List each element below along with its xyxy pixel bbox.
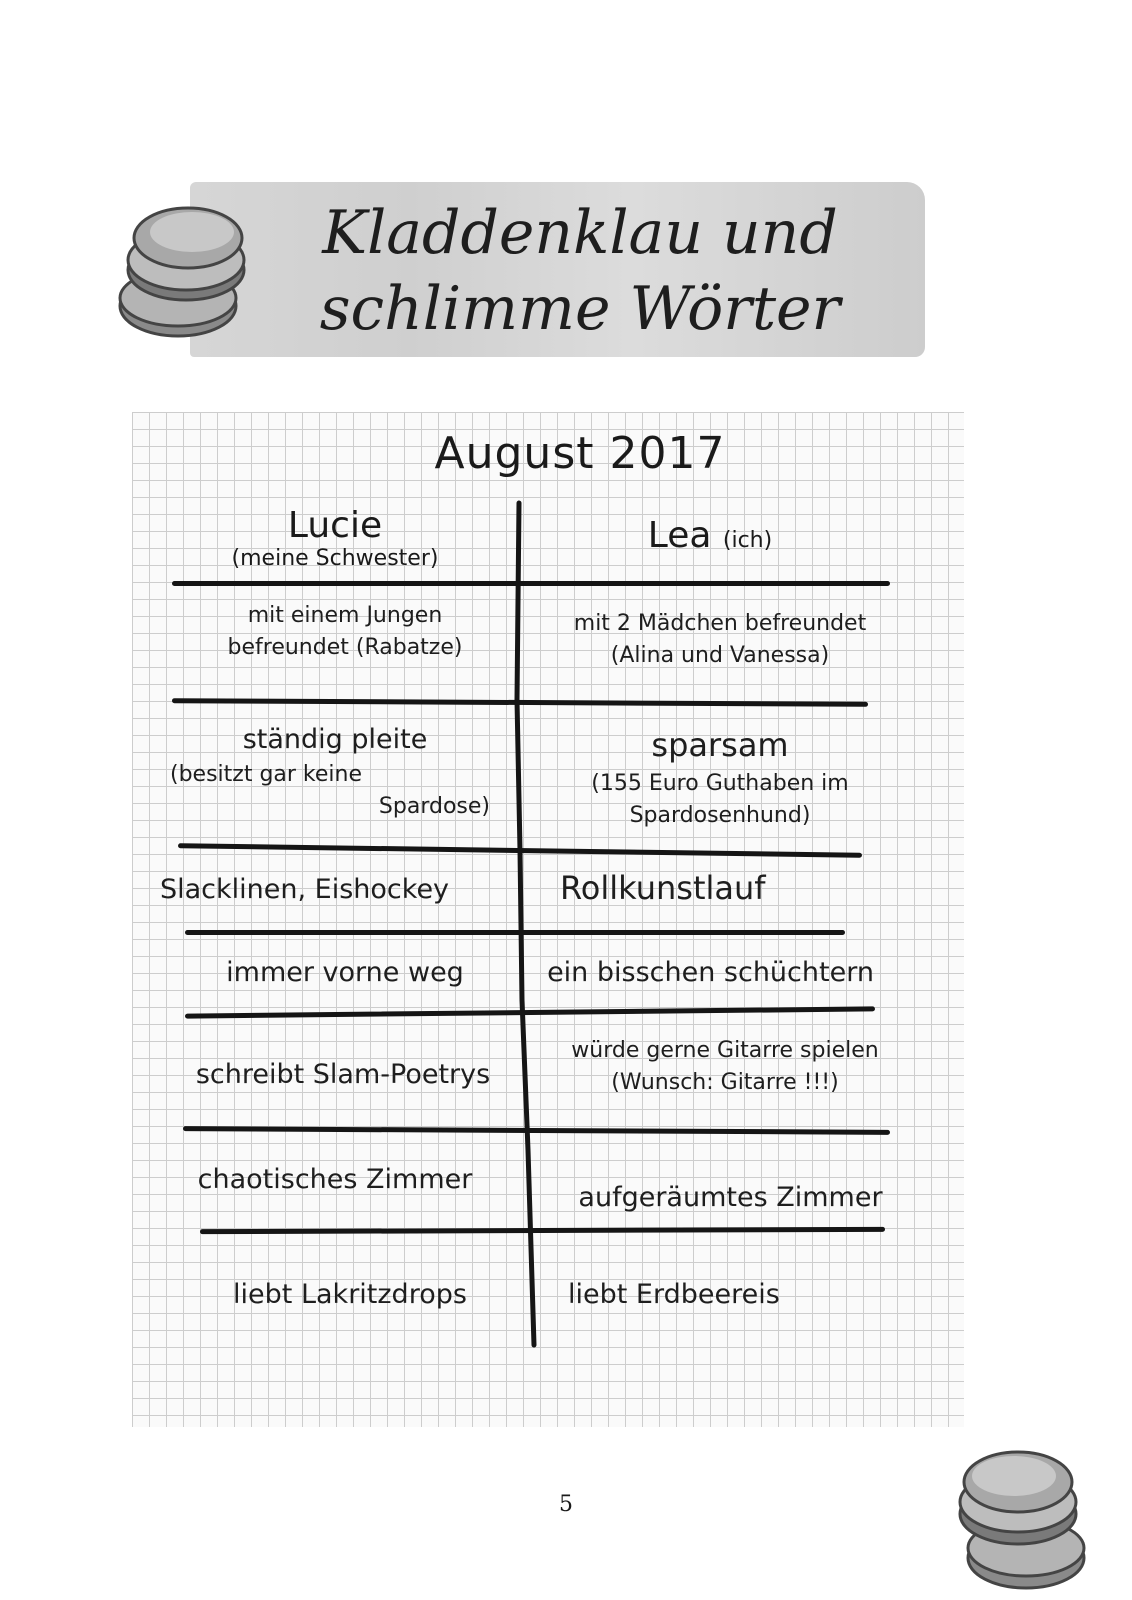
cell-line: Slacklinen, Eishockey bbox=[160, 874, 450, 905]
column-header-right bbox=[560, 515, 860, 556]
cell-line: (Wunsch: Gitarre !!!) bbox=[611, 1069, 839, 1095]
table-cell bbox=[195, 953, 495, 992]
cell-line: liebt Lakritzdrops bbox=[233, 1279, 467, 1310]
cell-line: Spardose) bbox=[378, 794, 490, 820]
table-cell bbox=[545, 722, 895, 832]
cell-line: mit einem Jungen bbox=[247, 603, 443, 628]
table-cell bbox=[178, 1055, 508, 1094]
cell-line: (besitzt gar keine bbox=[170, 762, 363, 788]
cell-line: (Alina und Vanessa) bbox=[610, 642, 830, 668]
cell-line: mit 2 Mädchen befreundet bbox=[573, 611, 867, 636]
cell-line: ein bisschen schüchtern bbox=[547, 957, 874, 988]
table-cell bbox=[535, 1035, 915, 1099]
cell-line: sparsam bbox=[651, 726, 789, 764]
macaron-icon bbox=[948, 1440, 1098, 1595]
table-cell bbox=[165, 720, 505, 823]
cell-line: Spardosenhund) bbox=[629, 803, 811, 829]
table-cell bbox=[180, 600, 510, 664]
table-cell bbox=[548, 1178, 913, 1217]
column-header-left bbox=[185, 505, 485, 571]
column-name: Lea bbox=[647, 515, 712, 556]
table-cell bbox=[568, 1275, 858, 1314]
cell-line: immer vorne weg bbox=[226, 957, 464, 988]
table-cell bbox=[560, 865, 860, 911]
row-divider bbox=[172, 581, 890, 586]
column-note: (meine Schwester) bbox=[231, 546, 439, 571]
column-note: (ich) bbox=[722, 528, 773, 553]
cell-line: (155 Euro Guthaben im bbox=[591, 771, 849, 797]
cell-line: befreundet (Rabatze) bbox=[227, 634, 463, 660]
page-title bbox=[300, 195, 860, 347]
table-cell bbox=[190, 1275, 510, 1314]
notebook-month: August 2017 bbox=[434, 428, 726, 479]
cell-line: Rollkunstlauf bbox=[560, 869, 766, 907]
page-number: 5 bbox=[559, 1492, 573, 1517]
table-cell bbox=[530, 608, 910, 672]
column-name: Lucie bbox=[287, 505, 383, 546]
cell-line: aufgeräumtes Zimmer bbox=[578, 1182, 883, 1213]
cell-line: würde gerne Gitarre spielen bbox=[571, 1038, 879, 1063]
cell-line: ständig pleite bbox=[242, 724, 428, 755]
cell-line: liebt Erdbeereis bbox=[568, 1279, 780, 1310]
title-line: Kladdenklau und bbox=[322, 198, 838, 268]
row-divider bbox=[185, 930, 845, 935]
table-cell bbox=[160, 870, 500, 909]
table-cell bbox=[170, 1160, 500, 1199]
cell-line: chaotisches Zimmer bbox=[197, 1164, 473, 1195]
title-line: schlimme Wörter bbox=[319, 274, 841, 344]
cell-line: schreibt Slam-Poetrys bbox=[195, 1059, 491, 1090]
table-cell bbox=[528, 953, 893, 992]
macaron-icon bbox=[108, 198, 258, 348]
